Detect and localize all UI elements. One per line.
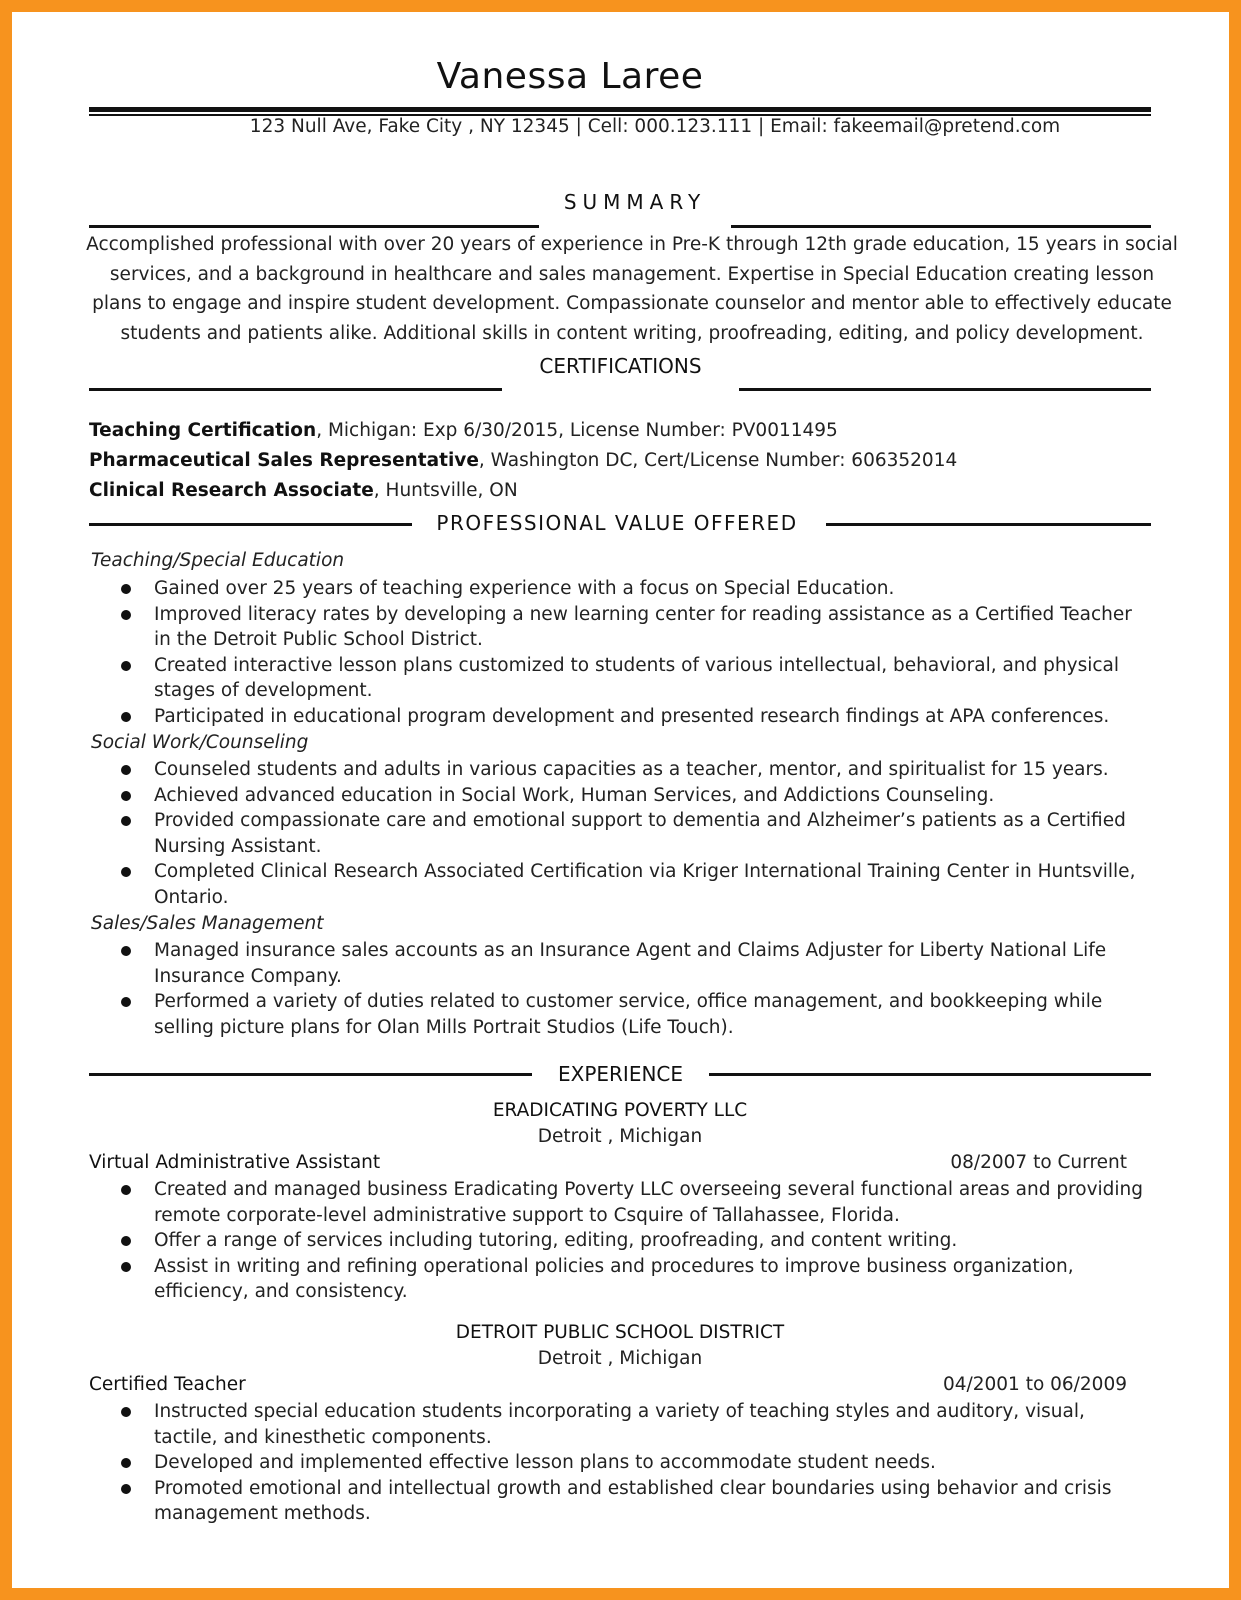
certification-item: Pharmaceutical Sales Representative, Washington DC, Cert/License Number: 606352014 (89, 450, 958, 471)
job-bullet-list (89, 1177, 1151, 1305)
value-bullet-list (89, 757, 1151, 911)
list-item: Achieved advanced education in Social Work, Human Services, and Addictions Counseling. (89, 783, 1151, 809)
contact-line: 123 Null Ave, Fake City , NY 12345 | Cell: 000.123.111 | Email: fakeemail@pretend.com (249, 116, 1061, 137)
job-title: Virtual Administrative Assistant (89, 1152, 381, 1173)
list-item: Developed and implemented effective lesson plans to accommodate student needs. (89, 1450, 1151, 1476)
company-location: Detroit , Michigan (537, 1348, 703, 1369)
certification-item: Teaching Certification, Michigan: Exp 6/30/2015, License Number: PV0011495 (89, 420, 838, 441)
summary-rule-right (731, 225, 1151, 228)
certification-item: Clinical Research Associate, Huntsville, ON (89, 480, 518, 501)
value-bullet-list (89, 938, 1151, 1040)
list-item: Completed Clinical Research Associated Certification via Kriger International Training Center in Huntsville, Ontario. (89, 859, 1151, 910)
job-bullet-list (89, 1399, 1151, 1527)
value-rule-left (89, 523, 412, 526)
list-item: Improved literacy rates by developing a new learning center for reading assistance as a Certified Teacher in the Detroit Public School District. (89, 602, 1151, 653)
job-dates: 04/2001 to 06/2009 (942, 1374, 1127, 1395)
header-rule-thick (89, 107, 1151, 112)
list-item: Instructed special education students incorporating a variety of teaching styles and auditory, visual, tactile, and kinesthetic components. (89, 1399, 1151, 1450)
experience-rule-right (709, 1073, 1151, 1076)
list-item: Promoted emotional and intellectual growth and established clear boundaries using behavior and crisis management methods. (89, 1476, 1151, 1527)
list-item: Assist in writing and refining operational policies and procedures to improve business organization, efficiency, and consistency. (89, 1254, 1151, 1305)
value-heading: PROFESSIONAL VALUE OFFERED (436, 511, 798, 535)
list-item: Provided compassionate care and emotional support to dementia and Alzheimer’s patients as a Certified Nursing Assistant. (89, 808, 1151, 859)
list-item: Created and managed business Eradicating Poverty LLC overseeing several functional areas and providing remote corporate-level administrative support to Csquire of Tallahassee, Florida. (89, 1177, 1151, 1228)
certifications-rule-left (89, 388, 502, 391)
value-rule-right (826, 523, 1151, 526)
list-item: Gained over 25 years of teaching experience with a focus on Special Education. (89, 576, 1151, 602)
value-subheading: Teaching/Special Education (91, 550, 345, 571)
summary-heading: SUMMARY (563, 190, 707, 214)
company-name: ERADICATING POVERTY LLC (492, 1100, 748, 1121)
list-item: Counseled students and adults in various capacities as a teacher, mentor, and spiritualist for 15 years. (89, 757, 1151, 783)
value-bullet-list (89, 576, 1151, 730)
value-subheading: Social Work/Counseling (91, 732, 309, 753)
experience-rule-left (89, 1073, 532, 1076)
certifications-rule-right (739, 388, 1151, 391)
list-item: Created interactive lesson plans customized to students of various intellectual, behavioral, and physical stages of development. (89, 653, 1151, 704)
job-title: Certified Teacher (89, 1374, 246, 1395)
job-dates: 08/2007 to Current (950, 1152, 1127, 1173)
company-location: Detroit , Michigan (537, 1126, 703, 1147)
summary-rule-left (89, 225, 539, 228)
value-subheading: Sales/Sales Management (91, 913, 324, 934)
list-item: Participated in educational program development and presented research findings at APA conferences. (89, 704, 1151, 730)
list-item: Offer a range of services including tutoring, editing, proofreading, and content writing. (89, 1228, 1151, 1254)
certifications-heading: CERTIFICATIONS (539, 354, 702, 378)
summary-text: Accomplished professional with over 20 years of experience in Pre-K through 12th grade education, 15 years in social services, and a background in healthcare and sales management. Expertise in Special Education creating lesson plans to engage and inspire student development. Compassionate counselor and mentor able to effectively educate students and patients alike. Additional skills in content writing, proofreading, editing, and policy development. (86, 234, 1178, 344)
list-item: Managed insurance sales accounts as an Insurance Agent and Claims Adjuster for Liberty National Life Insurance Company. (89, 938, 1151, 989)
company-name: DETROIT PUBLIC SCHOOL DISTRICT (455, 1322, 785, 1343)
applicant-name: Vanessa Laree (436, 56, 704, 97)
list-item: Performed a variety of duties related to customer service, office management, and bookkeeping while selling picture plans for Olan Mills Portrait Studios (Life Touch). (89, 989, 1151, 1040)
experience-heading: EXPERIENCE (557, 1062, 684, 1086)
